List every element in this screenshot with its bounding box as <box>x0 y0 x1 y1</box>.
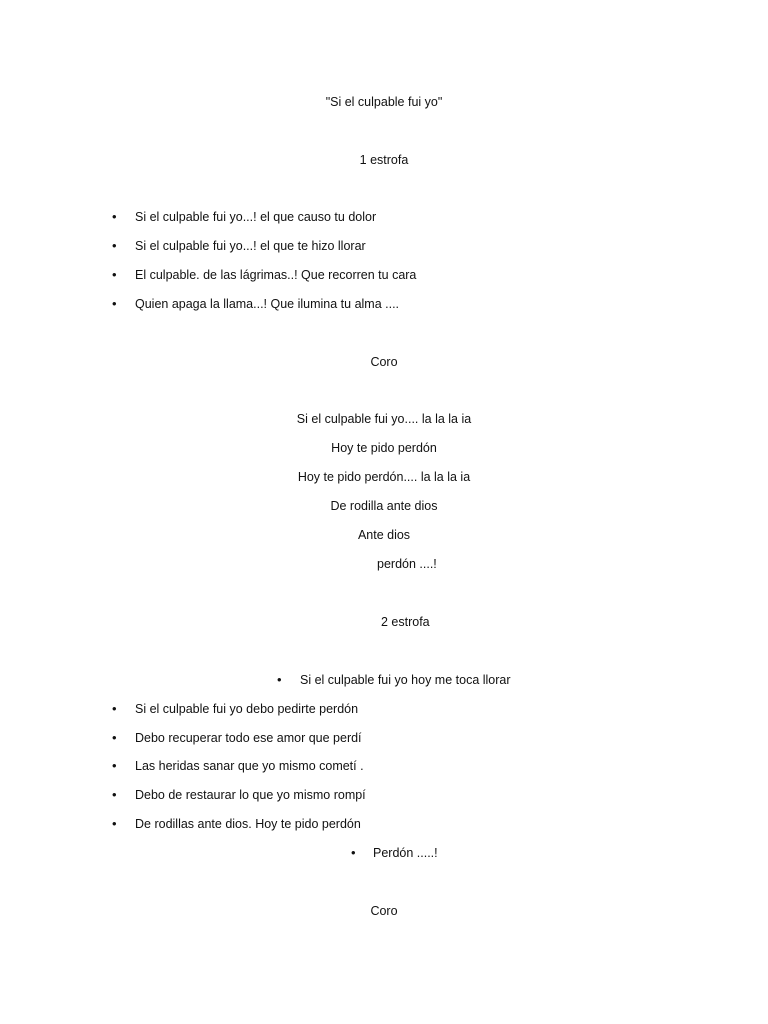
verse2-line-6: De rodillas ante dios. Hoy te pido perdón <box>135 817 361 831</box>
bullet-icon: • <box>112 730 117 745</box>
bullet-icon: • <box>277 672 282 687</box>
bullet-icon: • <box>112 758 117 773</box>
chorus-heading-2: Coro <box>370 904 398 918</box>
verse2-line-1: Si el culpable fui yo hoy me toca llorar <box>300 673 511 687</box>
bullet-icon: • <box>112 701 117 716</box>
bullet-icon: • <box>351 845 356 860</box>
chorus-line-2: Hoy te pido perdón <box>331 441 437 455</box>
section-heading-2: 2 estrofa <box>381 615 430 629</box>
verse1-line-2: Si el culpable fui yo...! el que te hizo llorar <box>135 239 366 253</box>
song-title: "Si el culpable fui yo" <box>325 95 443 109</box>
bullet-icon: • <box>112 209 117 224</box>
verse1-line-4: Quien apaga la llama...! Que ilumina tu alma .... <box>135 297 400 311</box>
verse2-line-4: Las heridas sanar que yo mismo cometí . <box>135 759 364 773</box>
verse1-line-1: Si el culpable fui yo...! el que causo tu dolor <box>135 210 377 224</box>
verse2-line-5: Debo de restaurar lo que yo mismo rompí <box>135 788 366 802</box>
chorus-heading: Coro <box>370 355 398 369</box>
verse2-line-2: Si el culpable fui yo debo pedirte perdón <box>135 702 359 716</box>
verse1-line-3: El culpable. de las lágrimas..! Que recorren tu cara <box>135 268 417 282</box>
bullet-icon: • <box>112 296 117 311</box>
bullet-icon: • <box>112 816 117 831</box>
section-heading-1: 1 estrofa <box>359 153 409 167</box>
chorus-line-6: perdón ....! <box>377 557 437 571</box>
chorus-line-5: Ante dios <box>357 528 411 542</box>
chorus-line-3: Hoy te pido perdón.... la la la ia <box>297 470 471 484</box>
verse2-line-3: Debo recuperar todo ese amor que perdí <box>135 731 362 745</box>
chorus-line-4: De rodilla ante dios <box>330 499 438 513</box>
bullet-icon: • <box>112 267 117 282</box>
chorus-line-1: Si el culpable fui yo.... la la la ia <box>296 412 472 426</box>
bullet-icon: • <box>112 238 117 253</box>
verse2-line-7: Perdón .....! <box>373 846 438 860</box>
bullet-icon: • <box>112 787 117 802</box>
